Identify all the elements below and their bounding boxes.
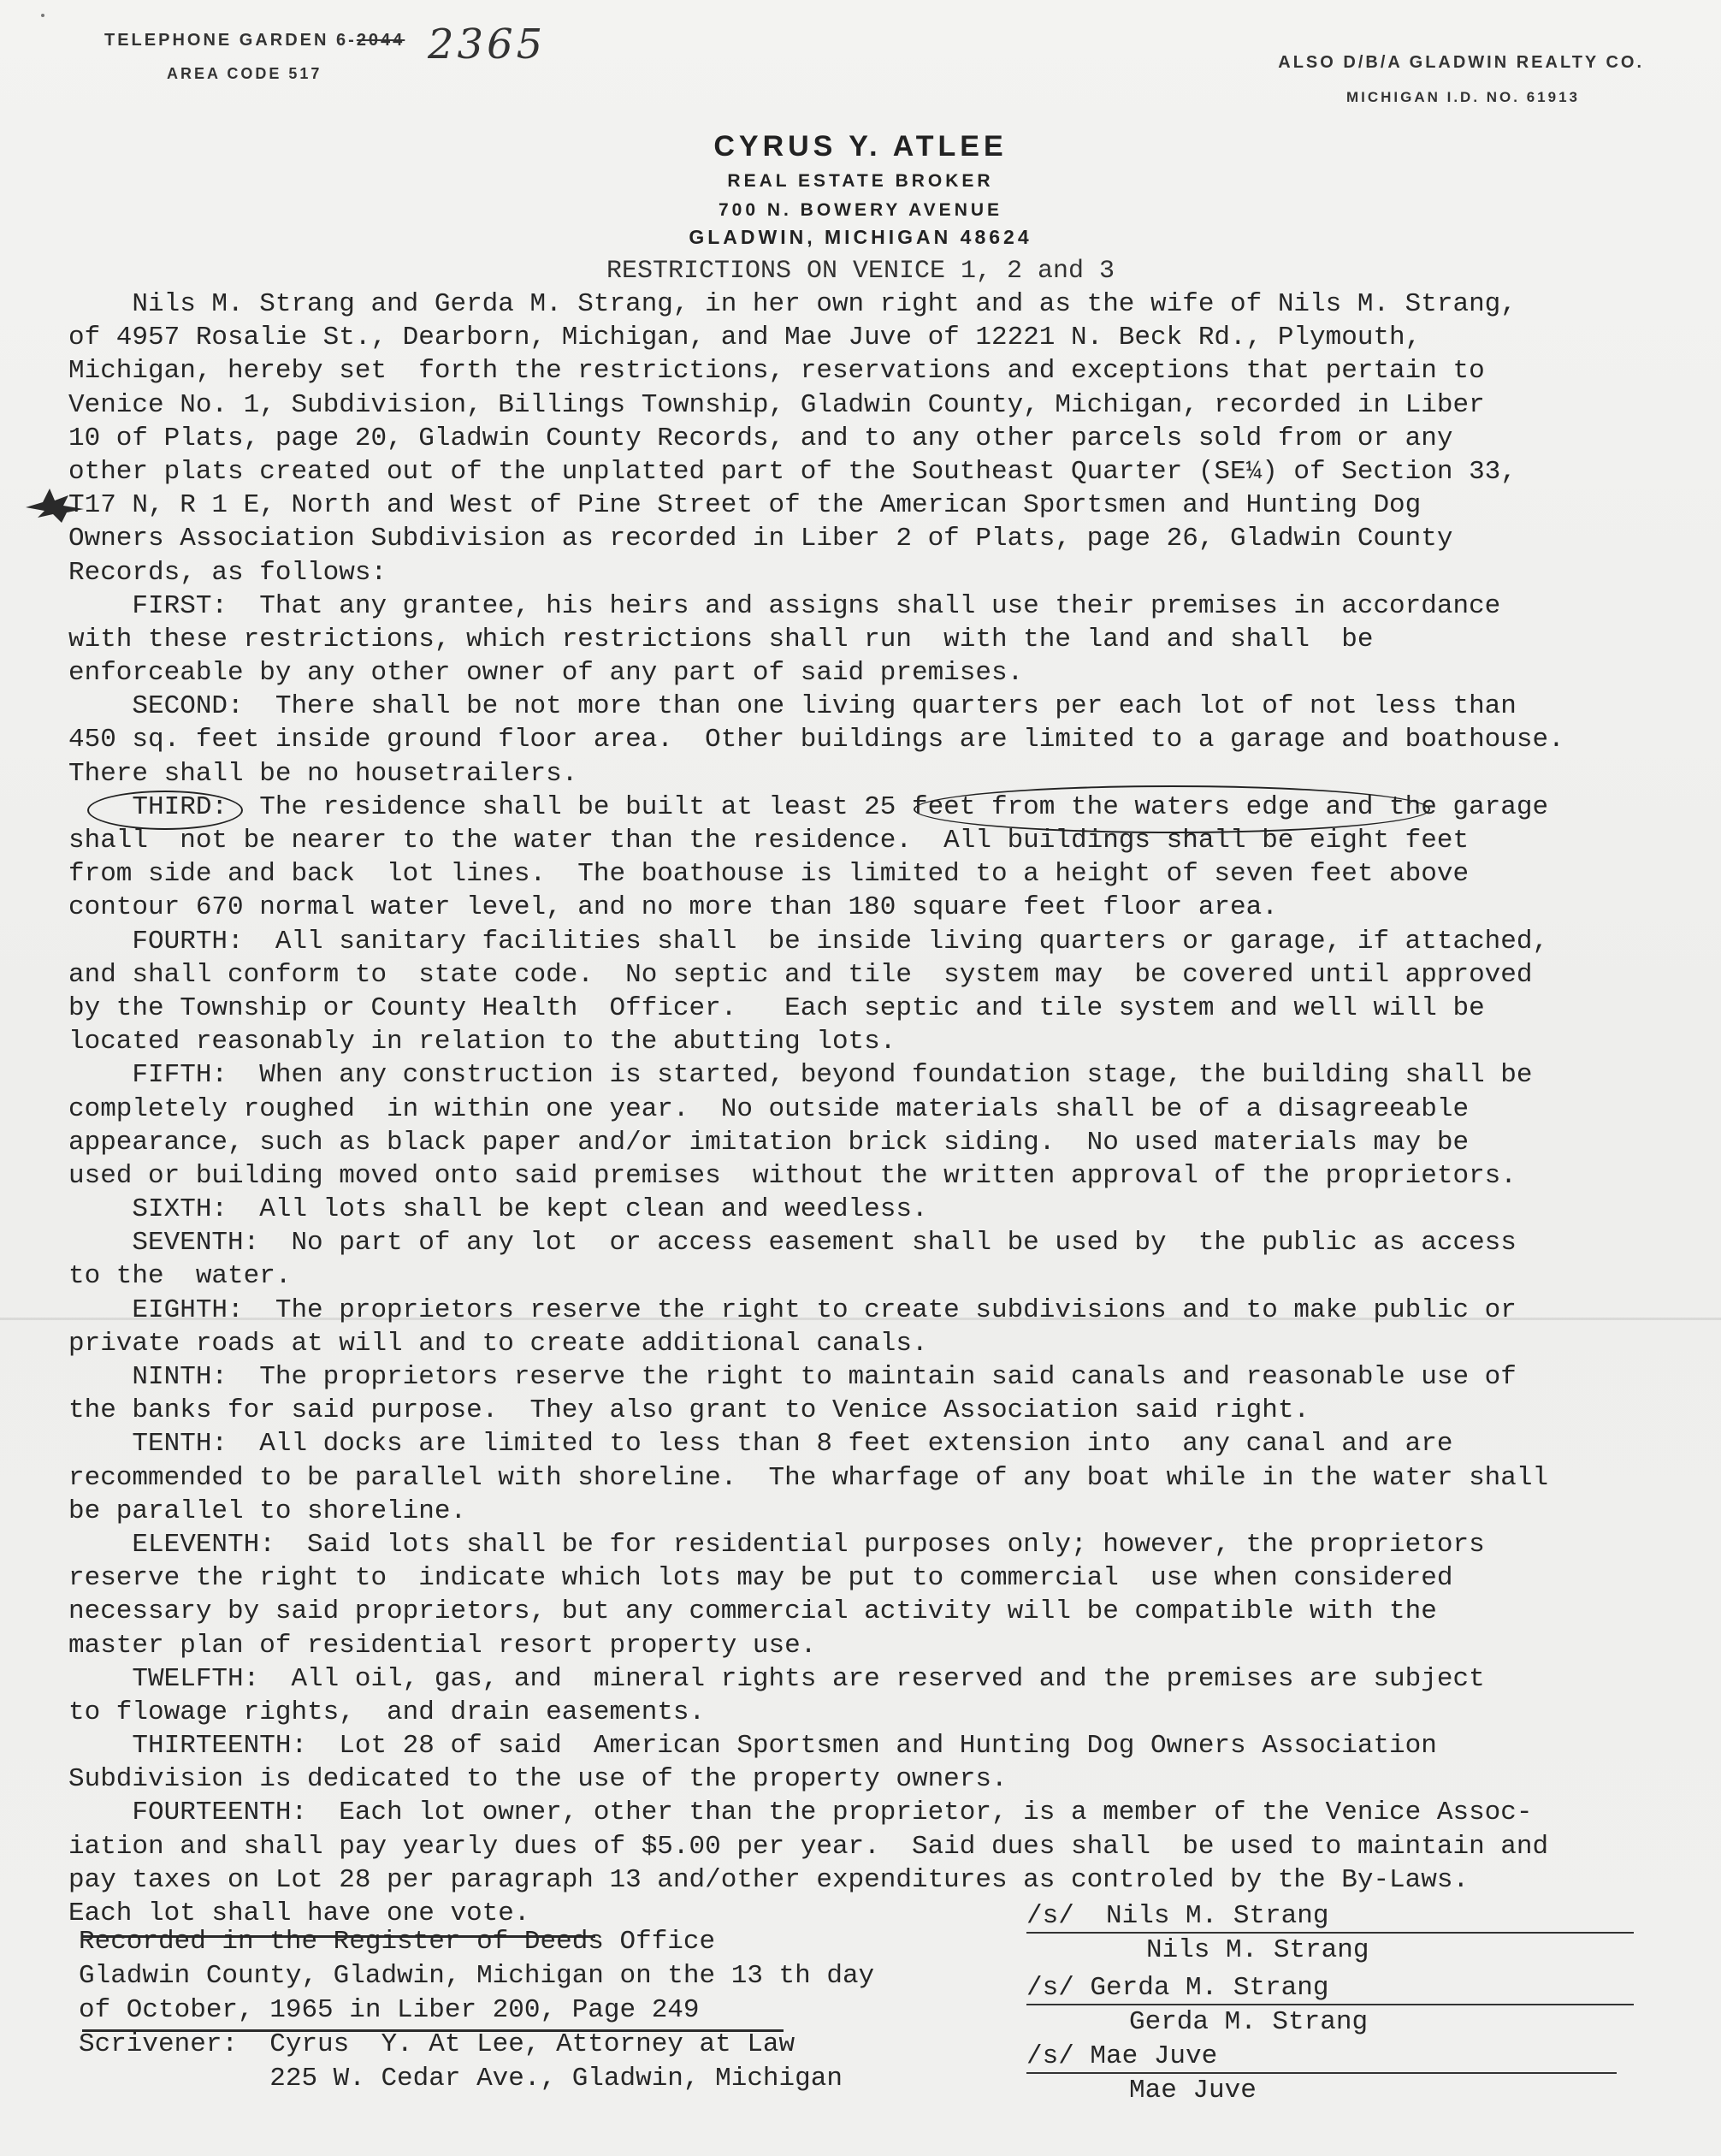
recording-line: of October, 1965 in Liber 200, Page 249 bbox=[79, 1995, 700, 2025]
restrictions-body bbox=[68, 287, 1702, 1930]
body-line: contour 670 normal water level, and no more than 180 square feet floor area. bbox=[68, 892, 1278, 923]
body-line: enforceable by any other owner of any part of said premises. bbox=[68, 658, 1024, 689]
signature-line bbox=[1026, 1932, 1634, 1934]
broker-title: REAL ESTATE BROKER bbox=[727, 171, 994, 191]
body-line: located reasonably in relation to the abutting lots. bbox=[68, 1027, 896, 1057]
body-line: THIRD: The residence shall be built at least 25 feet from the waters edge and the garage bbox=[68, 791, 1549, 822]
body-line: the banks for said purpose. They also grant to Venice Association said right. bbox=[68, 1395, 1310, 1426]
handdrawn-circle-25-feet bbox=[914, 785, 1430, 833]
body-line: 10 of Plats, page 20, Gladwin County Records, and to any other parcels sold from or any bbox=[68, 423, 1453, 453]
body-line: ELEVENTH: Said lots shall be for residential purposes only; however, the proprietors bbox=[68, 1529, 1485, 1560]
body-line: of 4957 Rosalie St., Dearborn, Michigan, and Mae Juve of 12221 N. Beck Rd., Plymouth, bbox=[68, 323, 1422, 353]
body-line: Nils M. Strang and Gerda M. Strang, in her own right and as the wife of Nils M. Strang, bbox=[68, 289, 1517, 319]
body-line: SECOND: There shall be not more than one living quarters per each lot of not less than bbox=[68, 691, 1517, 722]
scrivener-address-line: 225 W. Cedar Ave., Gladwin, Michigan bbox=[79, 2064, 843, 2094]
body-line: FIFTH: When any construction is started, beyond foundation stage, the building shall be bbox=[68, 1060, 1533, 1091]
body-line: pay taxes on Lot 28 per paragraph 13 and/other expenditures as controled by the By-Laws. bbox=[68, 1864, 1470, 1895]
document-title: RESTRICTIONS ON VENICE 1, 2 and 3 bbox=[606, 257, 1115, 286]
body-line: FIRST: That any grantee, his heirs and assigns shall use their premises in accordance bbox=[68, 590, 1501, 621]
body-line: be parallel to shoreline. bbox=[68, 1496, 467, 1526]
body-line: shall not be nearer to the water than the residence. All buildings shall be eight feet bbox=[68, 826, 1470, 856]
signature-nils-signed: /s/ Nils M. Strang bbox=[1026, 1901, 1329, 1931]
paper-speck bbox=[41, 14, 44, 17]
body-line: other plats created out of the unplatted part of the Southeast Quarter (SE¼) of Section 33, bbox=[68, 456, 1517, 487]
body-line: There shall be no housetrailers. bbox=[68, 758, 578, 789]
body-line: FOURTH: All sanitary facilities shall be inside living quarters or garage, if attached, bbox=[68, 926, 1549, 957]
body-line: Venice No. 1, Subdivision, Billings Township, Gladwin County, Michigan, recorded in Liber bbox=[68, 389, 1485, 420]
body-line: to the water. bbox=[68, 1261, 292, 1292]
signature-nils-printed: Nils M. Strang bbox=[1146, 1935, 1369, 1965]
body-line: FOURTEENTH: Each lot owner, other than the proprietor, is a member of the Venice Assoc- bbox=[68, 1798, 1533, 1828]
body-line: SIXTH: All lots shall be kept clean and weedless. bbox=[68, 1194, 928, 1225]
body-line: private roads at will and to create additional canals. bbox=[68, 1328, 928, 1359]
body-line: Records, as follows: bbox=[68, 557, 387, 588]
body-line: TENTH: All docks are limited to less than 8 feet extension into any canal and are bbox=[68, 1429, 1453, 1460]
body-line: used or building moved onto said premises without the written approval of the proprietors. bbox=[68, 1160, 1517, 1191]
body-line: THIRTEENTH: Lot 28 of said American Sportsmen and Hunting Dog Owners Association bbox=[68, 1731, 1437, 1762]
body-line: completely roughed in within one year. No outside materials shall be of a disagreeable bbox=[68, 1093, 1470, 1124]
body-line: 450 sq. feet inside ground floor area. Other buildings are limited to a garage and boathouse. bbox=[68, 725, 1564, 755]
body-line: to flowage rights, and drain easements. bbox=[68, 1697, 706, 1727]
signature-line bbox=[1026, 2072, 1617, 2074]
body-line: Subdivision is dedicated to the use of the property owners. bbox=[68, 1764, 1008, 1795]
broker-name: CYRUS Y. ATLEE bbox=[713, 130, 1008, 163]
body-line: iation and shall pay yearly dues of $5.00 per year. Said dues shall be used to maintain and bbox=[68, 1831, 1549, 1862]
body-line: Owners Association Subdivision as recorded in Liber 2 of Plats, page 26, Gladwin County bbox=[68, 524, 1453, 554]
telephone-line bbox=[104, 31, 405, 50]
signature-mae-signed: /s/ Mae Juve bbox=[1026, 2041, 1218, 2071]
signature-gerda-signed: /s/ Gerda M. Strang bbox=[1026, 1973, 1329, 2003]
body-line: recommended to be parallel with shoreline. The wharfage of any boat while in the water shall bbox=[68, 1462, 1549, 1493]
scrivener-line: Scrivener: Cyrus Y. At Lee, Attorney at Law bbox=[79, 2029, 795, 2059]
telephone-text: TELEPHONE GARDEN 6- bbox=[104, 31, 357, 50]
body-line: T17 N, R 1 E, North and West of Pine Street of the American Sportsmen and Hunting Dog bbox=[68, 490, 1422, 521]
body-line: necessary by said proprietors, but any commercial activity will be compatible with the bbox=[68, 1596, 1437, 1627]
body-line: from side and back lot lines. The boathouse is limited to a height of seven feet above bbox=[68, 859, 1470, 890]
handwritten-number: 2365 bbox=[428, 21, 547, 68]
body-line: TWELFTH: All oil, gas, and mineral rights are reserved and the premises are subject bbox=[68, 1663, 1485, 1694]
body-line: master plan of residential resort property use. bbox=[68, 1630, 817, 1661]
dba-line: ALSO D/B/A GLADWIN REALTY CO. bbox=[1278, 53, 1644, 72]
body-line: NINTH: The proprietors reserve the right to maintain said canals and reasonable use of bbox=[68, 1362, 1517, 1392]
body-line: and shall conform to state code. No septic and tile system may be covered until approved bbox=[68, 959, 1533, 990]
body-line: Each lot shall have one vote. bbox=[68, 1898, 530, 1928]
signature-mae-printed: Mae Juve bbox=[1129, 2076, 1257, 2106]
recording-line: Recorded in the Register of Deeds Office bbox=[79, 1927, 716, 1957]
handdrawn-circle-third bbox=[87, 791, 243, 830]
body-line: EIGHTH: The proprietors reserve the right to create subdivisions and to make public or bbox=[68, 1294, 1517, 1325]
michigan-id: MICHIGAN I.D. NO. 61913 bbox=[1345, 89, 1580, 105]
signature-line bbox=[1026, 2004, 1634, 2005]
telephone-struck-number: 2044 bbox=[356, 31, 405, 50]
broker-street: 700 N. BOWERY AVENUE bbox=[718, 200, 1003, 220]
body-line: SEVENTH: No part of any lot or access easement shall be used by the public as access bbox=[68, 1228, 1517, 1259]
body-line: by the Township or County Health Officer. Each septic and tile system and well will be bbox=[68, 992, 1485, 1023]
recording-line: Gladwin County, Gladwin, Michigan on the 13 th day bbox=[79, 1961, 875, 1991]
area-code: AREA CODE 517 bbox=[167, 65, 322, 82]
broker-city: GLADWIN, MICHIGAN 48624 bbox=[689, 226, 1032, 248]
body-line: with these restrictions, which restrictions shall run with the land and shall be bbox=[68, 624, 1374, 654]
signature-gerda-printed: Gerda M. Strang bbox=[1129, 2007, 1369, 2037]
body-line: reserve the right to indicate which lots may be put to commercial use when considered bbox=[68, 1563, 1453, 1594]
body-line: appearance, such as black paper and/or imitation brick siding. No used materials may be bbox=[68, 1127, 1470, 1158]
body-line: Michigan, hereby set forth the restrictions, reservations and exceptions that pertain to bbox=[68, 356, 1485, 387]
